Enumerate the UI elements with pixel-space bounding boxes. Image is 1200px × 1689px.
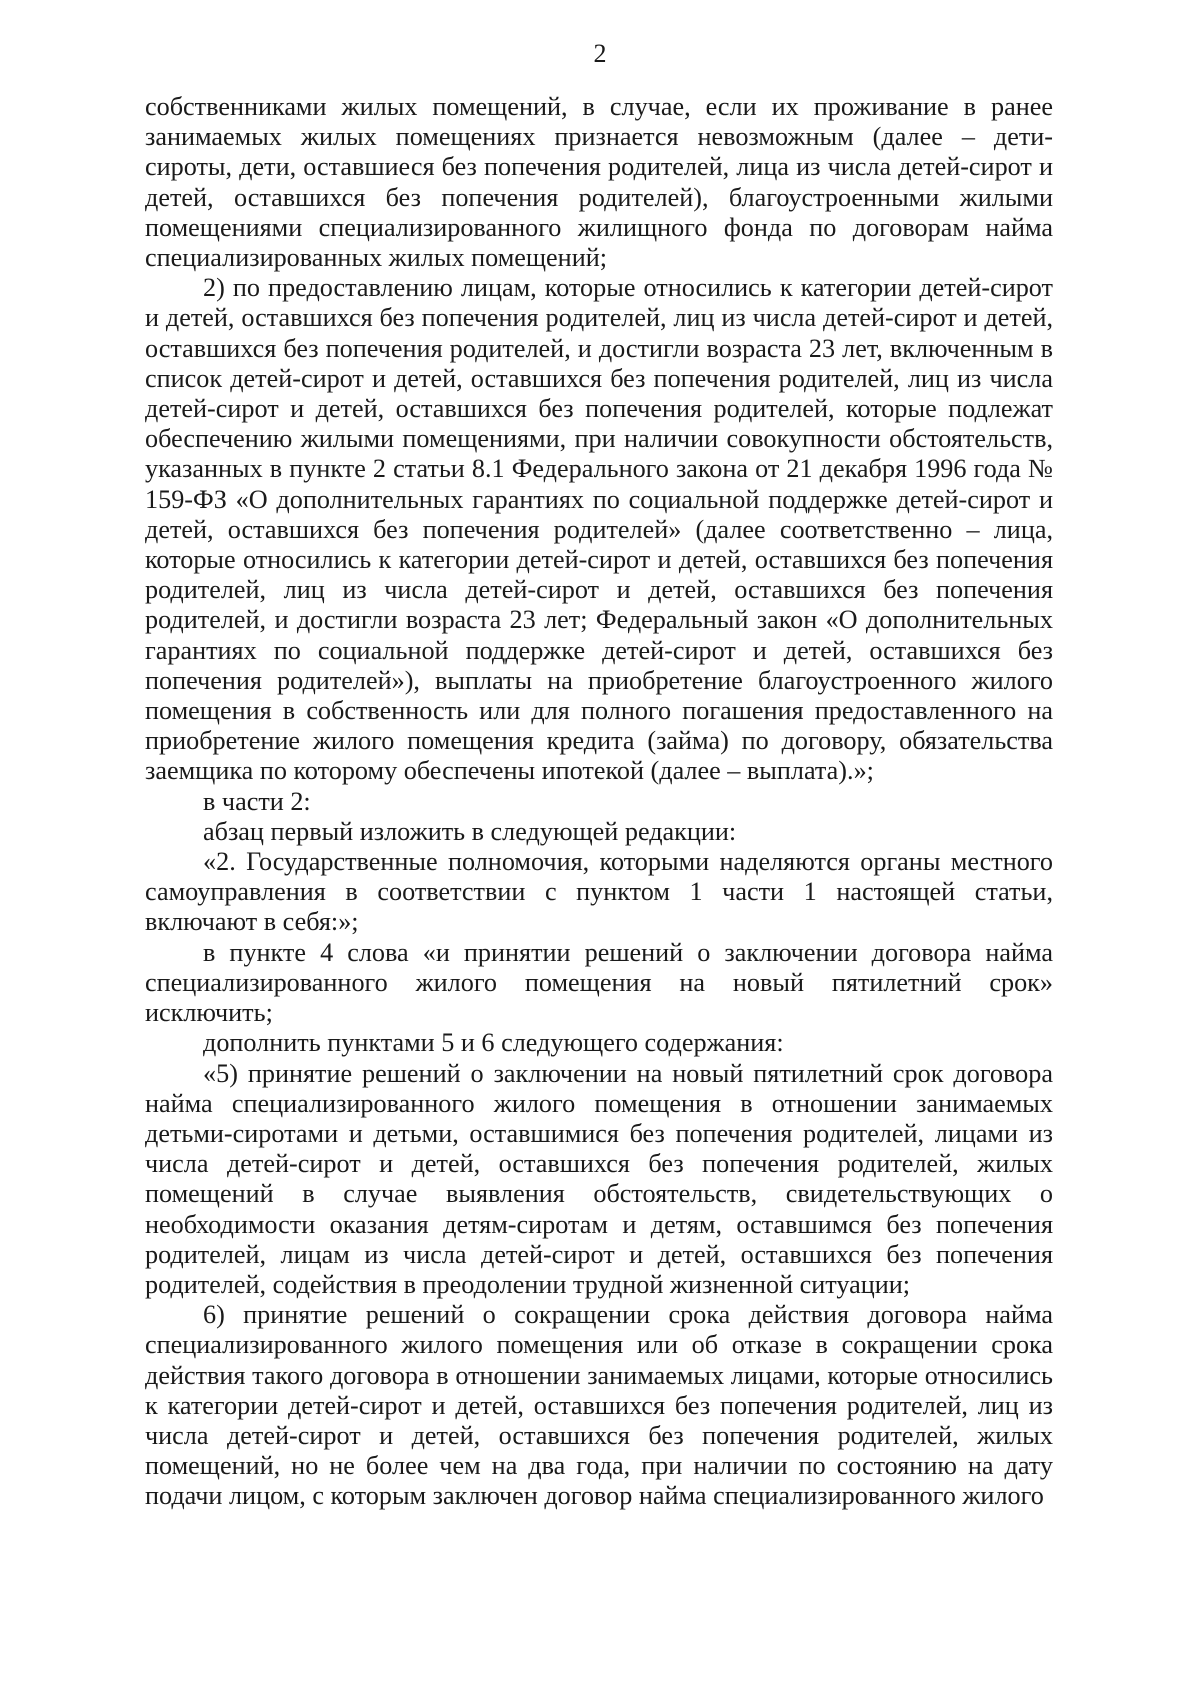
paragraph-9: 6) принятие решений о сокращении срока действия договора найма специализированного жилого помещения или об отказе в сокращении срока действия такого договора в отношении занимаемых лицами, которые относились к категории детей-сирот и детей, оставшихся без попечения родителей, лиц из числа детей-сирот и детей, оставшихся без попечения родителей, жилых помещений, но не более чем на два года, при наличии по состоянию на дату подачи лицом, с которым заключен договор найма специализированного жилого	[145, 1300, 1053, 1511]
paragraph-7: дополнить пунктами 5 и 6 следующего содержания:	[203, 1028, 784, 1058]
paragraph-5: «2. Государственные полномочия, которыми наделяются органы местного самоуправления в соответствии с пунктом 1 части 1 настоящей статьи, включают в себя:»;	[145, 847, 1053, 937]
paragraph-8: «5) принятие решений о заключении на новый пятилетний срок договора найма специализированного жилого помещения в отношении занимаемых детьми-сиротами и детьми, оставшимися без попечения родителей, лицами из числа детей-сирот и детей, оставшихся без попечения родителей, жилых помещений в случае выявления обстоятельств, свидетельствующих о необходимости оказания детям-сиротам и детям, оставшимся без попечения родителей, лицам из числа детей-сирот и детей, оставшихся без попечения родителей, содействия в преодолении трудной жизненной ситуации;	[145, 1058, 1053, 1299]
paragraph-3: в части 2:	[203, 786, 311, 816]
paragraph-6: в пункте 4 слова «и принятии решений о заключении договора найма специализированного жилого помещения на новый пятилетний срок» исключить;	[145, 937, 1053, 1028]
paragraph-2: 2) по предоставлению лицам, которые относились к категории детей-сирот и детей, оставшихся без попечения родителей, лиц из числа детей-сирот и детей, оставшихся без попечения родителей, и достигли возраста 23 лет, включенным в список детей-сирот и детей, оставшихся без попечения родителей, лиц из числа детей-сирот и детей, оставшихся без попечения родителей, которые подлежат обеспечению жилыми помещениями, при наличии совокупности обстоятельств, указанных в пункте 2 статьи 8.1 Федерального закона от 21 декабря 1996 года № 159-ФЗ «О дополнительных гарантиях по социальной поддержке детей-сирот и детей, оставшихся без попечения родителей» (далее соответственно – лица, которые относились к категории детей-сирот и детей, оставшихся без попечения родителей, лиц из числа детей-сирот и детей, оставшихся без попечения родителей, и достигли возраста 23 лет; Федеральный закон «О дополнительных гарантиях по социальной поддержке детей-сирот и детей, оставшихся без попечения родителей»), выплаты на приобретение благоустроенного жилого помещения в собственность или для полного погашения предоставленного на приобретение жилого помещения кредита (займа) по договору, обязательства заемщика по которому обеспечены ипотекой (далее – выплата).»;	[145, 273, 1053, 786]
page-number: 2	[593, 39, 607, 68]
paragraph-1: собственниками жилых помещений, в случае, если их проживание в ранее занимаемых жилых помещениях признается невозможным (далее – дети-сироты, дети, оставшиеся без попечения родителей, лица из числа детей-сирот и детей, оставшихся без попечения родителей), благоустроенными жилыми помещениями специализированного жилищного фонда по договорам найма специализированных жилых помещений;	[145, 92, 1053, 273]
paragraph-4: абзац первый изложить в следующей редакции:	[203, 816, 737, 846]
document-body	[145, 92, 1053, 1512]
